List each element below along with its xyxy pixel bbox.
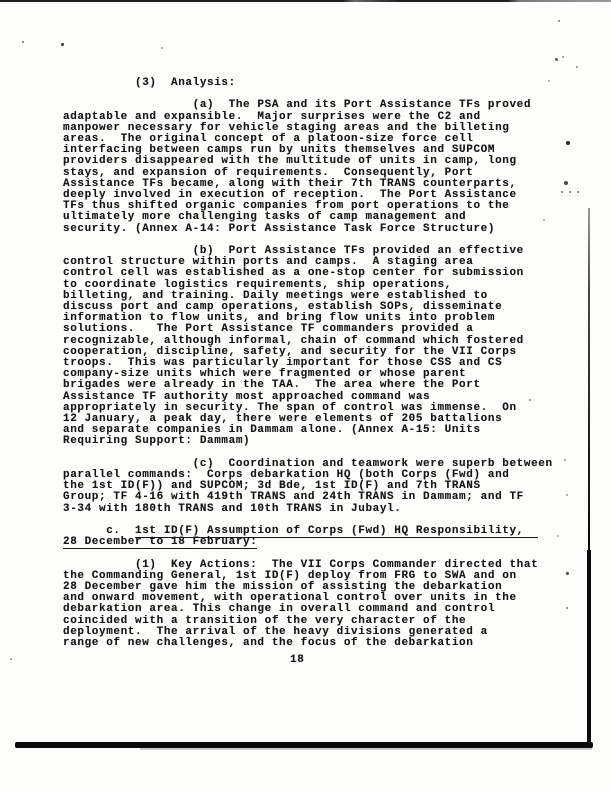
scan-speckle (561, 191, 563, 193)
paragraph-a: (a) The PSA and its Port Assistance TFs proved adaptable and expansible. Major surprises were the C2 and manpower necessary for vehicle staging areas and the billeting areas. The original concept of a platoon-size force cell interfacing between camps run by units themselves and SUPCOM providers disappeared with the multitude of units in camp, long stays, and expansion of requirements. Consequently, Port Assistance TFs became, along with their 7th TRANS counterparts, deeply involved in execution of reception. The Port Assistance TFs thus shifted organic companies from port operations to the ultimately more challenging tasks of camp management and security. (Annex A-14: Port Assistance Task Force Structure) (63, 99, 532, 235)
scan-speckle (576, 66, 578, 68)
scan-speckle (562, 56, 564, 58)
scan-speckle (569, 191, 571, 193)
scan-speckle (10, 658, 12, 660)
scan-speckle (61, 43, 64, 46)
paragraph-key-actions: (1) Key Actions: The VII Corps Commander directed that the Commanding General, 1st ID(F) deploy from FRG to SWA and on 28 December gave him the mission of assisting the debarkation and onward movement, with operational control over units in the debarkation area. This change in overall command and control coincided with a transition of the very character of the deployment. The arrival of the heavy divisions generated a range of new challenges, and the focus of the debarkation (63, 558, 539, 650)
scan-speckle (577, 191, 579, 193)
scan-edge-bottom-fuzz (140, 748, 592, 750)
scan-speckle (557, 535, 559, 537)
scan-edge-top-line (0, 0, 611, 2)
paragraph-c: (c) Coordination and teamwork were superb between parallel commands: Corps debarkation HQ (both Corps (Fwd) and the 1st ID(F)) and SUPCOM; 3d Bde, 1st ID(F) and 7th TRANS Group; TF 4-16 with 419th TRANS and 24th TRANS in Dammam; and TF 3-34 with 180th TRANS and 10th TRANS in Jubayl. (63, 457, 553, 515)
page-number: 18 (290, 654, 305, 666)
scan-speckle (564, 459, 566, 461)
scan-speckle (22, 41, 24, 43)
scan-edge-right-line-lower (587, 550, 591, 748)
document-text-block (63, 78, 553, 649)
section-c-heading-label: c. (63, 525, 136, 538)
scan-speckle (161, 47, 163, 49)
scan-speckle (566, 607, 568, 609)
section-c-heading-line2: 28 December to 18 February: (63, 536, 258, 549)
scan-speckle (566, 141, 570, 145)
scan-speckle (558, 20, 560, 22)
paragraph-b: (b) Port Assistance TFs provided an effective control structure within ports and camps. A staging area control cell was established as a one-stop center for submission to coordinate logistics requirements, ship operations, billeting, and training. Daily meetings were established to discuss port and camp operations, establish SOPs, disseminate information to flow units, and bring flow units into problem solutions. The Port Assistance TF commanders provided a recognizable, although informal, chain of command which fostered cooperation, discipline, safety, and security for the VII Corps troops. This was particularly important for those CSS and CS company-size units which were fragmented or whose parent brigades were already in the TAA. The area where the Port Assistance TF authority most approached command was appropriately in security. The span of control was immense. On 12 January, a peak day, there were elements of 205 battalions and separate companies in Dammam alone. (Annex A-15: Units Requiring Support: Dammam) (63, 245, 524, 448)
analysis-heading: (3) Analysis: (63, 77, 236, 89)
section-c-heading (63, 526, 553, 548)
scan-speckle (564, 181, 568, 185)
section-c-heading-line1: 1st ID(F) Assumption of Corps (Fwd) HQ Responsibility, (135, 525, 539, 538)
scan-speckle (566, 494, 568, 496)
scan-speckle (555, 58, 558, 61)
scan-speckle (566, 572, 569, 575)
